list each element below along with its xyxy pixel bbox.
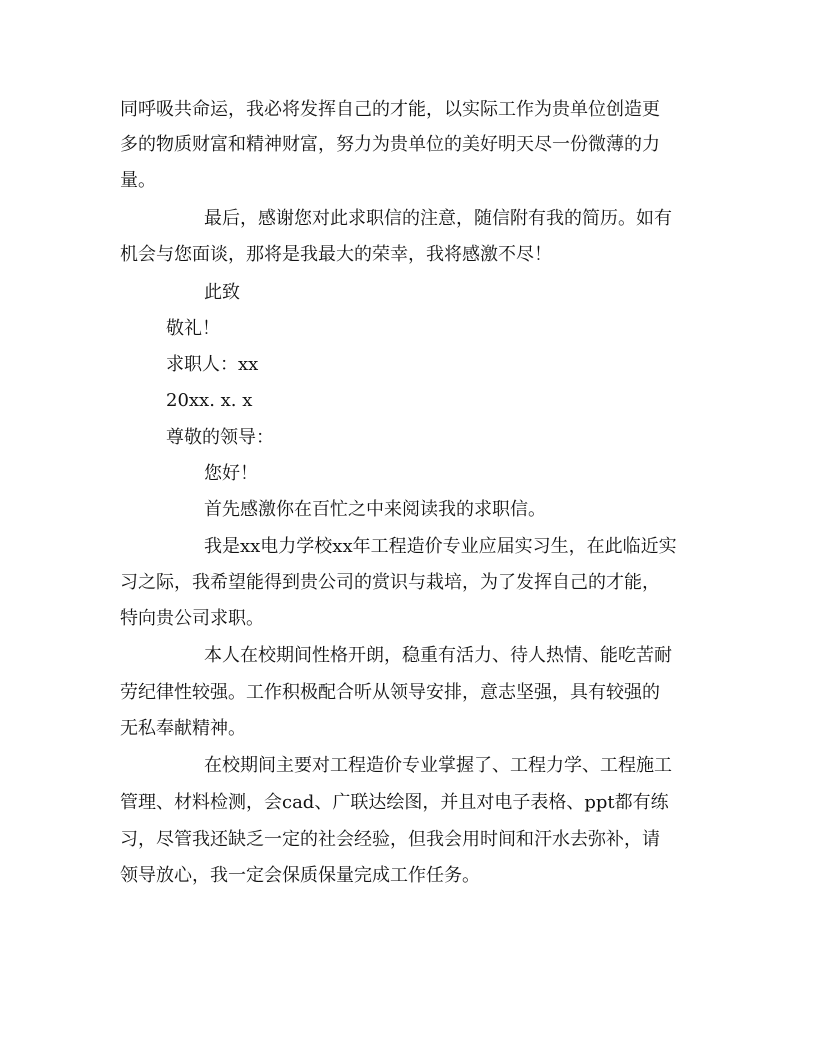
paragraph-line: 劳纪律性较强。工作积极配合听从领导安排，意志坚强，具有较强的	[120, 682, 660, 703]
paragraph-line: 无私奉献精神。	[120, 718, 246, 739]
paragraph-line: 特向贵公司求职。	[120, 608, 264, 629]
greeting-hello: 您好！	[204, 463, 258, 484]
paragraph-line: 最后，感谢您对此求职信的注意，随信附有我的简历。如有	[204, 208, 672, 229]
applicant-signature: 求职人：xx	[166, 354, 259, 375]
paragraph-line: 习，尽管我还缺乏一定的社会经验，但我会用时间和汗水去弥补，请	[120, 829, 660, 850]
paragraph-line: 领导放心，我一定会保质保量完成工作任务。	[120, 865, 480, 886]
paragraph-line: 我是xx电力学校xx年工程造价专业应届实习生，在此临近实	[204, 536, 677, 557]
paragraph-line: 习之际，我希望能得到贵公司的赏识与栽培，为了发挥自己的才能，	[120, 572, 660, 593]
paragraph-line: 同呼吸共命运，我必将发挥自己的才能，以实际工作为贵单位创造更	[120, 99, 660, 120]
closing-phrase: 此致	[204, 282, 240, 303]
salutation-respect: 敬礼！	[166, 318, 220, 339]
paragraph-line: 管理、材料检测，会cad、广联达绘图，并且对电子表格、ppt都有练	[120, 792, 669, 813]
paragraph-line: 首先感激你在百忙之中来阅读我的求职信。	[204, 499, 546, 520]
paragraph-line: 多的物质财富和精神财富，努力为贵单位的美好明天尽一份微薄的力	[120, 134, 660, 155]
paragraph-line: 机会与您面谈，那将是我最大的荣幸，我将感激不尽！	[120, 244, 552, 265]
greeting-addressee: 尊敬的领导：	[166, 427, 274, 448]
date-line: 20xx. x. x	[166, 390, 253, 411]
paragraph-line: 量。	[120, 170, 156, 191]
paragraph-line: 在校期间主要对工程造价专业掌握了、工程力学、工程施工	[204, 755, 672, 776]
paragraph-line: 本人在校期间性格开朗，稳重有活力、待人热情、能吃苦耐	[204, 645, 672, 666]
